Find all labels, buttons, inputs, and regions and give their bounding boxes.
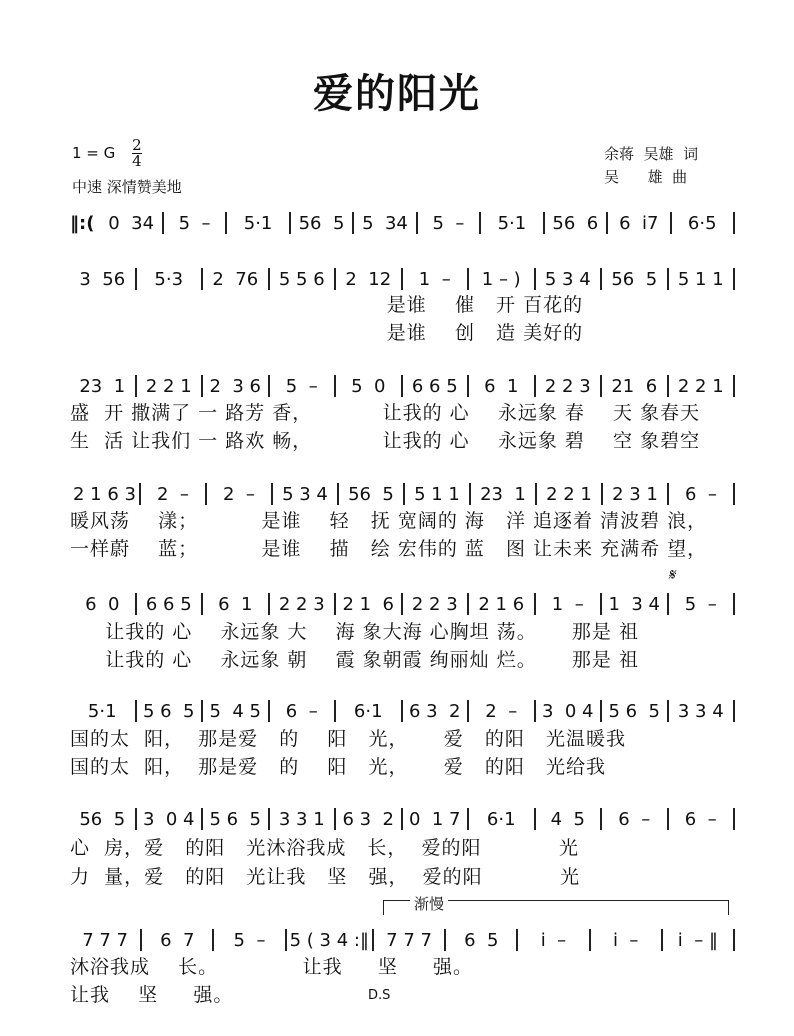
- lyric-line-verse-1: 心 房，爱 的阳 光沐浴我成 长， 爱的阳 光: [70, 837, 579, 859]
- notation-line: [70, 210, 735, 236]
- measure: 6 3 2: [403, 700, 470, 722]
- measure: 5 –: [669, 593, 736, 615]
- measure: 5 –: [418, 212, 481, 234]
- measure: 6 6 5: [403, 375, 470, 397]
- lyric-line-verse-2: 让我 坚 强。: [70, 984, 234, 1006]
- measure: 56 5: [291, 212, 354, 234]
- measure: 2 3 6: [203, 375, 270, 397]
- measure: i –: [591, 929, 663, 951]
- measure: 5 6 5: [602, 700, 669, 722]
- song-title: 爱的阳光: [313, 71, 481, 117]
- measure: 3 3 4: [669, 700, 736, 722]
- lyric-line-verse-2: 力 量，爱 的阳 光让我 坚 强， 爱的阳 光: [70, 866, 581, 888]
- measure: 21 6: [602, 375, 669, 397]
- measure: 56 5: [602, 268, 669, 290]
- notation-line: [70, 266, 735, 292]
- notation-line: [70, 373, 735, 399]
- time-top: 2: [132, 136, 142, 154]
- measure: 2 2 1: [669, 375, 736, 397]
- lyric-line-verse-1: 是谁 催 开 百花的: [70, 294, 584, 316]
- measure: 2 12: [336, 268, 403, 290]
- measure: 5 –: [270, 375, 337, 397]
- measure: 5 34: [354, 212, 417, 234]
- measure: 6 5: [446, 929, 518, 951]
- key-signature: [72, 138, 142, 169]
- segno-icon: 𝄋: [668, 565, 675, 584]
- measure: 3 56: [70, 268, 137, 290]
- lyric-line-verse-2: 让我的 心 永远象 朝 霞 象朝霞 绚丽灿 烂。 那是 祖: [70, 649, 639, 671]
- measure: 6·1: [336, 700, 403, 722]
- measure: 2 76: [203, 268, 270, 290]
- measure: 6 –: [669, 808, 736, 830]
- lyric-line-verse-1: 沐浴我成 长。 让我 坚 强。: [70, 956, 474, 978]
- measure: 2 –: [141, 483, 207, 505]
- notation-line: [70, 927, 735, 953]
- measure: 0 34: [100, 212, 163, 234]
- measure: 56 6: [545, 212, 608, 234]
- measure: 2 2 1: [537, 483, 603, 505]
- measure: 6 6 5: [137, 593, 204, 615]
- measure: 6 –: [270, 700, 337, 722]
- measure: 5·1: [481, 212, 544, 234]
- lyricist-credit: 余蒋 吴雄 词: [604, 145, 699, 163]
- measure: 6 1: [469, 375, 536, 397]
- measure: 5 0: [336, 375, 403, 397]
- measure: 1 – ): [469, 268, 536, 290]
- measure: 5 1 1: [669, 268, 736, 290]
- key-label: 1 = G: [72, 144, 116, 162]
- measure: 6 7: [142, 929, 214, 951]
- time-signature: [132, 138, 142, 169]
- lyric-line-verse-2: 是谁 创 造 美好的: [70, 322, 584, 344]
- measure: i – ‖: [663, 929, 735, 951]
- measure: 0 1 7: [403, 808, 470, 830]
- lyric-line-verse-1: 盛 开 撒满了 一 路芳 香， 让我的 心 永远象 春 天 象春天: [70, 402, 701, 424]
- measure: 5 3 4: [536, 268, 603, 290]
- measure: 56 5: [339, 483, 405, 505]
- measure: 7 7 7: [70, 929, 142, 951]
- measure: 6 i7: [608, 212, 671, 234]
- measure: 5·1: [70, 700, 137, 722]
- measure: 7 7 7: [374, 929, 446, 951]
- measure: 3 0 4: [137, 808, 204, 830]
- measure: 6 –: [669, 483, 735, 505]
- measure: 6·5: [672, 212, 735, 234]
- measure: 56 5: [70, 808, 137, 830]
- measure: 6 3 2: [336, 808, 403, 830]
- tempo-marking: 中速 深情赞美地: [72, 178, 182, 196]
- measure: 5·3: [137, 268, 204, 290]
- notation-line: [70, 806, 735, 832]
- measure: 5 5 6: [270, 268, 337, 290]
- composer-credit: 吴 雄 曲: [604, 168, 688, 186]
- measure: 2 –: [469, 700, 536, 722]
- measure: 5 3 4: [273, 483, 339, 505]
- measure: 5 –: [214, 929, 286, 951]
- measure: 6 –: [602, 808, 669, 830]
- ritardando-label: 渐慢: [410, 896, 448, 913]
- measure: 6 0: [70, 593, 137, 615]
- measure: 2 –: [207, 483, 273, 505]
- measure: 6·1: [469, 808, 536, 830]
- notation-line: [70, 591, 735, 617]
- measure: 2 1 6: [469, 593, 536, 615]
- measure: 23 1: [471, 483, 537, 505]
- measure: 5 4 5: [203, 700, 270, 722]
- measure: 5 1 1: [405, 483, 471, 505]
- measure: 2 1 6: [336, 593, 403, 615]
- lyric-line-verse-1: 让我的 心 永远象 大 海 象大海 心胸坦 荡。 那是 祖: [70, 621, 639, 643]
- measure: 2 1 6 3: [70, 483, 141, 505]
- lyric-line-verse-2: 生 活 让我们 一 路欢 畅， 让我的 心 永远象 碧 空 象碧空: [70, 430, 701, 452]
- measure: 2 2 1: [137, 375, 204, 397]
- measure: 3 3 1: [270, 808, 337, 830]
- measure: 1 –: [536, 593, 603, 615]
- lyric-line-verse-1: 国的太 阳， 那是爱 的 阳 光， 爱 的阳 光温暖我: [70, 728, 626, 750]
- lyric-line-verse-2: 一样蔚 蓝； 是谁 描 绘 宏伟的 蓝 图 让未来 充满希 望，: [70, 538, 708, 560]
- measure: 2 2 3: [270, 593, 337, 615]
- measure: 5 6 5: [203, 808, 270, 830]
- measure: 2 2 3: [403, 593, 470, 615]
- measure: 1 –: [403, 268, 470, 290]
- measure: 5 ( 3 4 :‖: [287, 929, 374, 951]
- dal-segno-label: D.S: [368, 988, 391, 1003]
- measure: 23 1: [70, 375, 137, 397]
- notation-line: [70, 481, 735, 507]
- measure: 3 0 4: [536, 700, 603, 722]
- measure: i –: [518, 929, 590, 951]
- time-bottom: 4: [132, 152, 142, 170]
- measure: 6 1: [203, 593, 270, 615]
- measure: 4 5: [536, 808, 603, 830]
- measure: 2 3 1: [603, 483, 669, 505]
- measure: 2 2 3: [536, 375, 603, 397]
- measure: 5·1: [227, 212, 290, 234]
- repeat-start: ‖:(: [70, 212, 95, 234]
- measure: 5 –: [164, 212, 227, 234]
- lyric-line-verse-1: 暖风荡 漾； 是谁 轻 抚 宽阔的 海 洋 追逐着 清波碧 浪，: [70, 510, 708, 532]
- measure: 1 3 4: [602, 593, 669, 615]
- lyric-line-verse-2: 国的太 阳， 那是爱 的 阳 光， 爱 的阳 光给我: [70, 756, 606, 778]
- measure: 5 6 5: [137, 700, 204, 722]
- notation-line: [70, 698, 735, 724]
